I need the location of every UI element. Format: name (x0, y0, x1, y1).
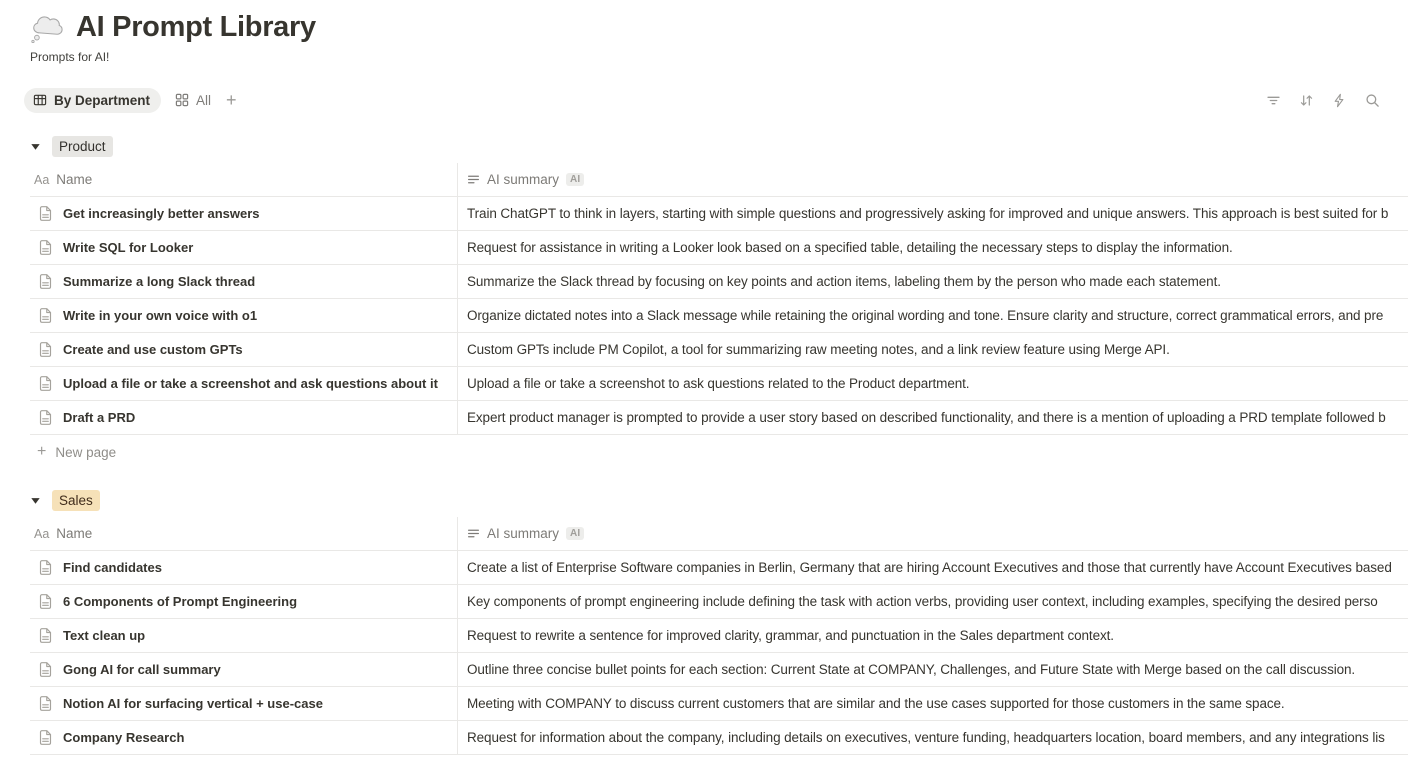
row-name-cell[interactable] (30, 299, 457, 332)
groups-container (30, 135, 1408, 755)
column-header-label: Name (56, 526, 93, 541)
row-ai-summary: Custom GPTs include PM Copilot, a tool for summarizing raw meeting notes, and a link review feature using Merge API. (467, 342, 1170, 357)
row-ai-summary-cell[interactable] (457, 333, 1408, 366)
page-header (30, 10, 1408, 64)
text-align-left-icon (467, 173, 480, 186)
page-icon (37, 661, 54, 678)
row-name-cell[interactable] (30, 653, 457, 686)
row-name: Create and use custom GPTs (63, 342, 243, 357)
column-header-ai-summary[interactable] (457, 517, 1408, 550)
row-name: Notion AI for surfacing vertical + use-case (63, 696, 323, 711)
page-icon (37, 273, 54, 290)
table-row[interactable] (30, 367, 1408, 401)
row-name: Upload a file or take a screenshot and ask questions about it (63, 376, 438, 391)
page-icon (37, 729, 54, 746)
table-row[interactable] (30, 231, 1408, 265)
table-row[interactable] (30, 653, 1408, 687)
database-actions (1266, 93, 1380, 108)
add-view-button[interactable]: + (226, 90, 237, 110)
row-name: Write SQL for Looker (63, 240, 194, 255)
table-row[interactable] (30, 721, 1408, 755)
group-header (30, 135, 1408, 157)
new-page-button[interactable] (30, 435, 1408, 469)
row-ai-summary: Summarize the Slack thread by focusing on key points and action items, labeling them by the person who made each statement. (467, 274, 1221, 289)
row-ai-summary: Request for assistance in writing a Looker look based on a specified table, detailing the necessary steps to display the information. (467, 240, 1233, 255)
search-icon[interactable] (1365, 93, 1380, 108)
page-icon (37, 695, 54, 712)
row-ai-summary-cell[interactable] (457, 687, 1408, 720)
table-view-icon (33, 93, 47, 107)
group-badge[interactable]: Product (52, 136, 113, 157)
table-row[interactable] (30, 299, 1408, 333)
row-name-cell[interactable] (30, 367, 457, 400)
table-row[interactable] (30, 265, 1408, 299)
table-header-row (30, 517, 1408, 551)
row-ai-summary-cell[interactable] (457, 551, 1408, 584)
table-row[interactable] (30, 197, 1408, 231)
ai-badge: AI (566, 527, 584, 540)
page-icon (37, 239, 54, 256)
row-name-cell[interactable] (30, 619, 457, 652)
page-description[interactable]: Prompts for AI! (30, 50, 110, 64)
page-title: AI Prompt Library (76, 10, 316, 43)
row-ai-summary-cell[interactable] (457, 585, 1408, 618)
page-icon (37, 627, 54, 644)
page-icon (37, 559, 54, 576)
row-name-cell[interactable] (30, 265, 457, 298)
page-icon (37, 375, 54, 392)
row-name: Get increasingly better answers (63, 206, 260, 221)
page-icon (37, 307, 54, 324)
table-rows (30, 551, 1408, 755)
row-name: 6 Components of Prompt Engineering (63, 594, 298, 609)
row-name-cell[interactable] (30, 231, 457, 264)
page-icon (37, 409, 54, 426)
row-ai-summary: Key components of prompt engineering include defining the task with action verbs, providing user context, including examples, specifying the desired perso (467, 594, 1378, 609)
column-header-ai-summary[interactable] (457, 163, 1408, 196)
row-name: Company Research (63, 730, 185, 745)
row-ai-summary-cell[interactable] (457, 265, 1408, 298)
column-header-name[interactable] (30, 517, 457, 550)
filter-icon[interactable] (1266, 93, 1281, 108)
table-row[interactable] (30, 585, 1408, 619)
gallery-view-icon (175, 93, 189, 107)
page-icon (37, 593, 54, 610)
row-ai-summary: Create a list of Enterprise Software companies in Berlin, Germany that are hiring Account Executives and those that currently have Account Executives based (467, 560, 1392, 575)
group-badge[interactable]: Sales (52, 490, 100, 511)
tab-label: All (196, 92, 212, 108)
row-name: Gong AI for call summary (63, 662, 221, 677)
row-ai-summary-cell[interactable] (457, 653, 1408, 686)
ai-badge: AI (566, 173, 584, 186)
page-icon (37, 341, 54, 358)
row-name-cell[interactable] (30, 721, 457, 754)
row-ai-summary-cell[interactable] (457, 299, 1408, 332)
row-ai-summary-cell[interactable] (457, 619, 1408, 652)
row-name: Text clean up (63, 628, 146, 643)
table-group (30, 135, 1408, 469)
view-tab-bar (30, 85, 1408, 115)
row-ai-summary: Meeting with COMPANY to discuss current customers that are similar and the use cases supported for those customers in the same space. (467, 696, 1285, 711)
row-name: Summarize a long Slack thread (63, 274, 256, 289)
collapse-triangle-icon[interactable] (30, 141, 41, 152)
table-row[interactable] (30, 401, 1408, 435)
row-name: Find candidates (63, 560, 162, 575)
row-ai-summary-cell[interactable] (457, 367, 1408, 400)
row-name-cell[interactable] (30, 333, 457, 366)
row-ai-summary: Outline three concise bullet points for each section: Current State at COMPANY, Challenges, and Future State with Merge based on the call discussion. (467, 662, 1356, 677)
title-row (30, 10, 1408, 44)
row-name-cell[interactable] (30, 585, 457, 618)
table-row[interactable] (30, 687, 1408, 721)
collapse-triangle-icon[interactable] (30, 495, 41, 506)
sort-icon[interactable] (1299, 93, 1314, 108)
row-name: Write in your own voice with o1 (63, 308, 258, 323)
new-page-label: New page (55, 444, 117, 460)
row-ai-summary-cell[interactable] (457, 401, 1408, 434)
plus-icon: + (37, 443, 47, 460)
column-header-name[interactable] (30, 163, 457, 196)
row-ai-summary: Upload a file or take a screenshot to ask questions related to the Product department. (467, 376, 970, 391)
column-header-label: AI summary (487, 526, 560, 541)
row-ai-summary: Organize dictated notes into a Slack message while retaining the original wording and tone. Ensure clarity and structure, correct grammatical errors, and pre (467, 308, 1384, 323)
zap-icon[interactable] (1332, 93, 1347, 108)
table-row[interactable] (30, 333, 1408, 367)
row-ai-summary-cell[interactable] (457, 231, 1408, 264)
row-ai-summary: Request for information about the company, including details on executives, venture funding, headquarters location, board members, and any integrations lis (467, 730, 1385, 745)
row-name-cell[interactable] (30, 551, 457, 584)
tab-by-department[interactable] (24, 88, 161, 113)
row-ai-summary: Request to rewrite a sentence for improved clarity, grammar, and punctuation in the Sales department context. (467, 628, 1114, 643)
row-name-cell[interactable] (30, 197, 457, 230)
thought-balloon-emoji-icon[interactable] (30, 10, 64, 44)
column-header-label: Name (56, 172, 93, 187)
text-type-icon: Aa (34, 172, 50, 187)
page-icon (37, 205, 54, 222)
column-header-label: AI summary (487, 172, 560, 187)
row-name-cell[interactable] (30, 687, 457, 720)
row-ai-summary: Expert product manager is prompted to provide a user story based on described functionality, and there is a mention of uploading a PRD template followed b (467, 410, 1386, 425)
row-ai-summary-cell[interactable] (457, 721, 1408, 754)
row-name: Draft a PRD (63, 410, 136, 425)
table-row[interactable] (30, 551, 1408, 585)
view-tabs (30, 88, 237, 113)
tab-label: By Department (54, 92, 151, 108)
group-header (30, 489, 1408, 511)
text-type-icon: Aa (34, 526, 50, 541)
tab-all[interactable] (175, 93, 211, 108)
text-align-left-icon (467, 527, 480, 540)
table-header-row (30, 163, 1408, 197)
table-rows (30, 197, 1408, 435)
table-row[interactable] (30, 619, 1408, 653)
row-ai-summary: Train ChatGPT to think in layers, starting with simple questions and progressively asking for improved and unique answers. This approach is best suited for b (467, 206, 1389, 221)
row-name-cell[interactable] (30, 401, 457, 434)
table-group (30, 489, 1408, 755)
row-ai-summary-cell[interactable] (457, 197, 1408, 230)
